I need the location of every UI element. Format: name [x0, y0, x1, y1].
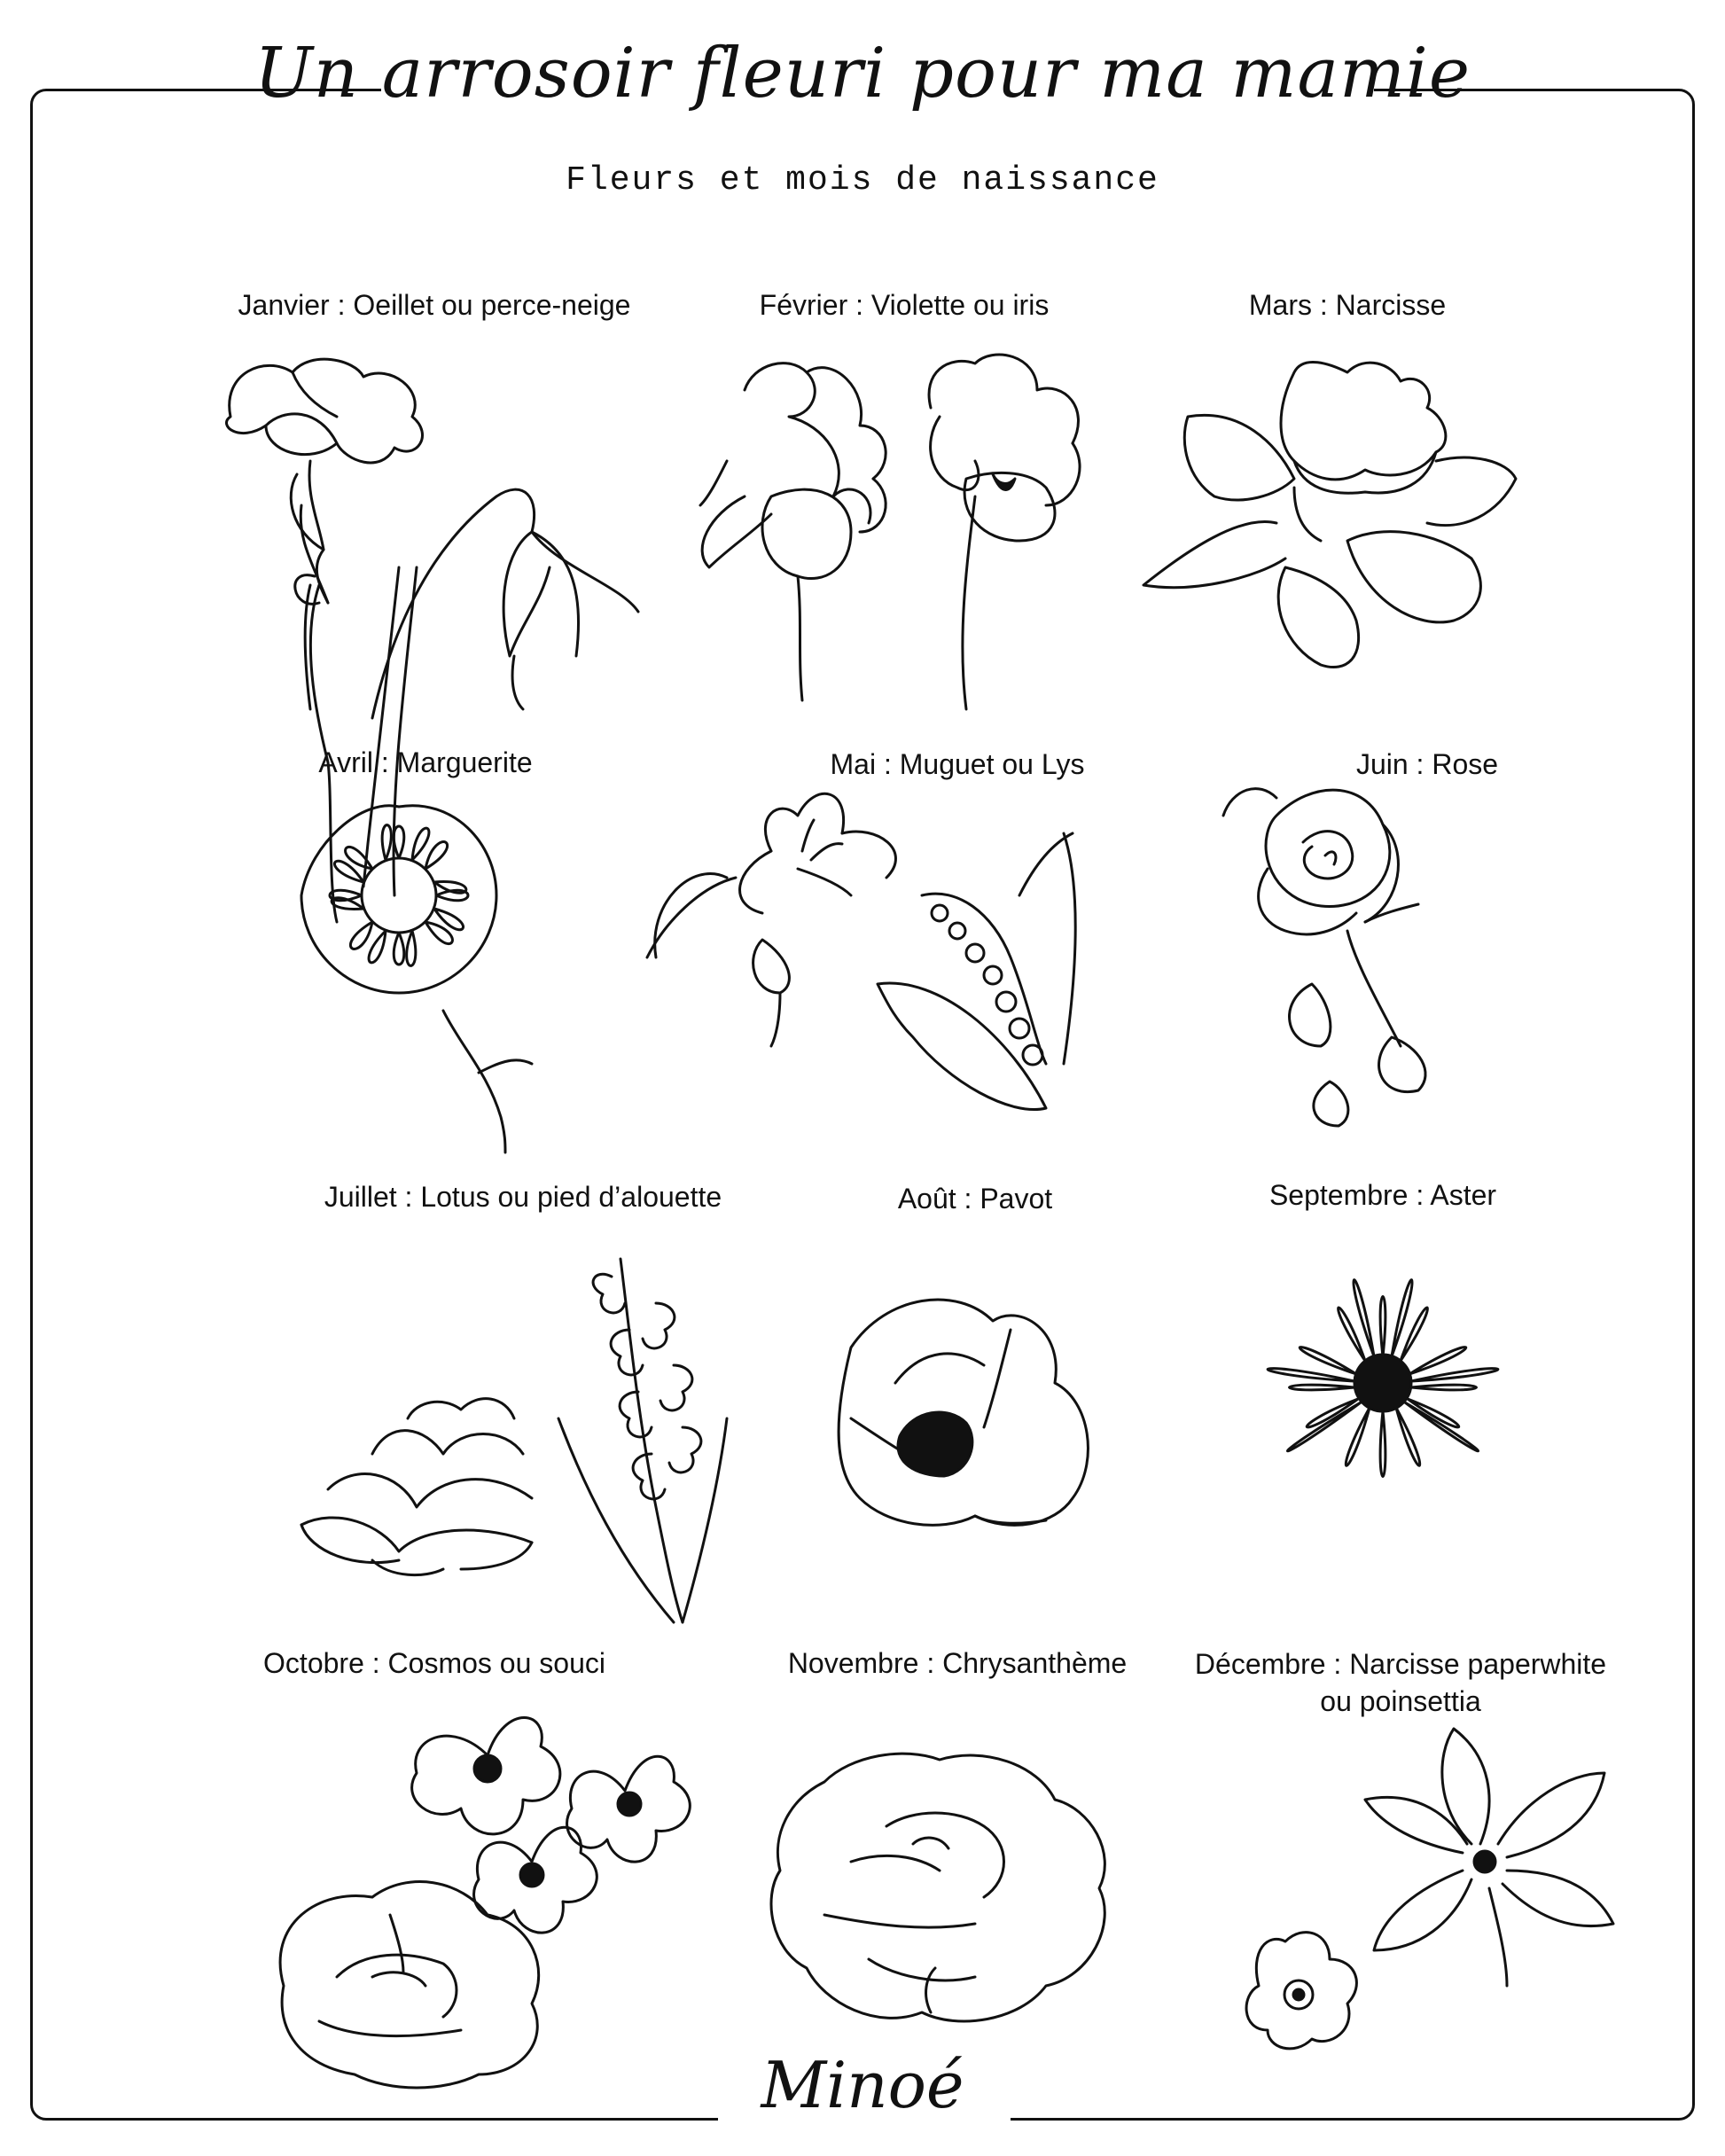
- label-mars: Mars : Narcisse: [1248, 289, 1447, 321]
- snowdrop-drawing: [305, 489, 638, 895]
- pied-dalouette-drawing: [558, 1259, 727, 1622]
- muguet-drawing: [878, 833, 1075, 1110]
- label-fevrier: Février : Violette ou iris: [759, 289, 1050, 321]
- marguerite-drawing: [301, 806, 532, 1152]
- label-decembre-line2: ou poinsettia: [1320, 1685, 1481, 1717]
- label-janvier: Janvier : Oeillet ou perce-neige: [238, 289, 631, 321]
- label-octobre: Octobre : Cosmos ou souci: [263, 1647, 605, 1679]
- lys-drawing: [647, 793, 895, 1046]
- label-novembre: Novembre : Chrysanthème: [787, 1647, 1128, 1679]
- label-decembre-line1: Décembre : Narcisse paperwhite: [1194, 1648, 1607, 1680]
- aster-drawing: [1268, 1280, 1498, 1477]
- narcisse-drawing: [1143, 362, 1516, 667]
- signature-minoe: Minoé: [761, 2048, 964, 2122]
- page-subtitle: Fleurs et mois de naissance: [566, 161, 1159, 199]
- page-title: Un arrosoir fleuri pour ma mamie: [254, 34, 1471, 113]
- label-septembre: Septembre : Aster: [1268, 1179, 1497, 1211]
- lotus-drawing: [301, 1399, 532, 1575]
- label-mai: Mai : Muguet ou Lys: [830, 748, 1085, 780]
- cosmos-drawing: [412, 1718, 691, 1933]
- pavot-drawing: [839, 1300, 1088, 1525]
- paperwhite-drawing: [1246, 1933, 1356, 2049]
- label-avril: Avril : Marguerite: [318, 746, 533, 778]
- poinsettia-drawing: [1365, 1729, 1613, 1986]
- label-aout: Août : Pavot: [897, 1183, 1053, 1215]
- label-juillet: Juillet : Lotus ou pied d’alouette: [324, 1181, 722, 1213]
- rose-drawing: [1223, 789, 1425, 1126]
- chrysantheme-drawing: [771, 1754, 1104, 2021]
- label-juin: Juin : Rose: [1355, 748, 1499, 780]
- iris-drawing: [700, 363, 886, 700]
- violette-drawing: [929, 355, 1080, 709]
